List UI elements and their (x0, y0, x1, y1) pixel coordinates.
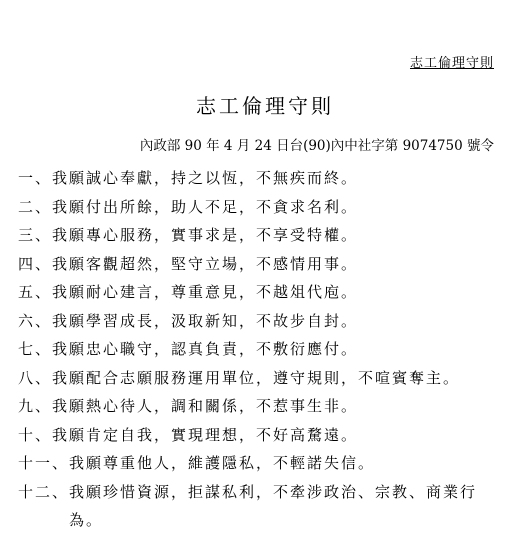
rules-list (18, 170, 518, 535)
rule-number: 五、 (18, 283, 53, 301)
rule-text: 我願誠心奉獻，持之以恆，不無疾而終。 (52, 169, 359, 187)
rule-text: 我願付出所餘，助人不足，不貪求名利。 (52, 197, 359, 216)
rule-text: 我願尊重他人，維護隱私，不輕諾失信。 (69, 454, 376, 472)
rule-number: 八、 (18, 368, 53, 387)
rule-text: 我願肯定自我，實現理想，不好高騖遠。 (52, 425, 359, 444)
rule-number: 二、 (18, 197, 53, 216)
rule-number: 十、 (18, 425, 53, 444)
rule-text: 我願專心服務，實事求是，不享受特權。 (52, 226, 359, 244)
rule-item-12 (18, 484, 518, 535)
rule-text: 我願耐心建言，尊重意見，不越俎代庖。 (52, 283, 359, 301)
rule-number: 十二、 (18, 482, 70, 501)
rule-text: 我願忠心職守，認真負責，不敷衍應付。 (52, 340, 359, 358)
rule-text: 我願學習成長，汲取新知，不故步自封。 (52, 311, 359, 330)
rule-number: 十一、 (18, 454, 70, 472)
rule-number: 六、 (18, 311, 53, 330)
rule-text: 我願配合志願服務運用單位，遵守規則，不喧賓奪主。 (52, 368, 461, 387)
rule-number: 九、 (18, 397, 53, 415)
document-title: 志工倫理守則 (196, 94, 334, 118)
header-document-label: 志工倫理守則 (409, 56, 494, 71)
rule-number: 一、 (18, 169, 53, 187)
rule-number: 三、 (18, 226, 53, 244)
rule-number: 七、 (18, 340, 53, 358)
rule-text: 我願珍惜資源，拒謀私利，不牽涉政治、宗教、商業行為。 (69, 482, 478, 529)
rule-text: 我願客觀超然，堅守立場，不感情用事。 (52, 254, 359, 273)
document-reference: 內政部 90 年 4 月 24 日台(90)內中社字第 9074750 號令 (139, 138, 494, 154)
rule-number: 四、 (18, 254, 53, 273)
rule-text: 我願熱心待人，調和關係，不惹事生非。 (52, 397, 359, 415)
